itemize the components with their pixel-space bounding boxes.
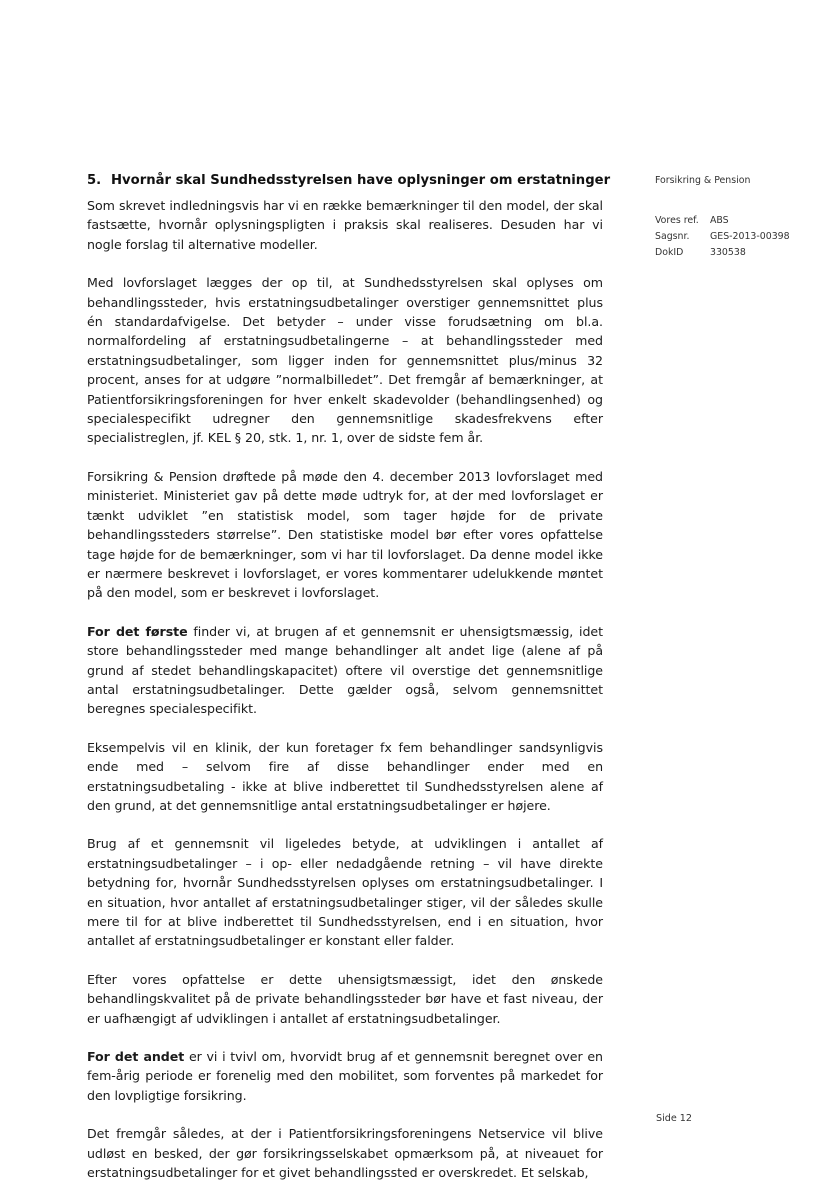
paragraph-lead: For det andet xyxy=(87,1049,185,1065)
meta-value: 330538 xyxy=(710,247,746,258)
section-number: 5. xyxy=(87,173,102,188)
paragraph-5 xyxy=(87,738,603,816)
paragraph-text: finder vi, at brugen af et gennemsnit er uhensigtsmæssig, idet store behandlingssteder med mange behandlinger alt andet lige (alene af på grund af stedet behandlingskapacitet) oftere vil overstige det gennemsnitlige antal erstatningsudbetalinger. Dette gælder også, selvom gennemsnittet beregnes specialespecifikt. xyxy=(87,623,603,717)
paragraph-text: Eksempelvis vil en klinik, der kun foretager fx fem behandlinger sandsynligvis ende med – selvom fire af disse behandlinger ender med en erstatningsudbetaling - ikke at blive indberettet til Sundhedsstyrelsen alene af den grund, at det gennemsnitlige antal erstatningsudbetalinger er højere. xyxy=(87,739,603,813)
meta-value: ABS xyxy=(710,215,729,226)
meta-row-sagsnr xyxy=(655,229,805,245)
paragraph-text: Det fremgår således, at der i Patientforsikringsforeningens Netservice vil blive udløst en besked, der gør forsikringsselskabet opmærksom på, at niveauet for erstatningsudbetalinger for et givet behandlingssted er overskredet. Et selskab, xyxy=(87,1126,603,1181)
paragraph-text: Efter vores opfattelse er dette uhensigtsmæssigt, idet den ønskede behandlingskvalitet på de private behandlingssteder bør have et fast niveau, der er uafhængigt af udviklingen i antallet af erstatningsudbetalinger. xyxy=(87,971,603,1026)
paragraph-8 xyxy=(87,1047,603,1105)
paragraph-text: Forsikring & Pension drøftede på møde den 4. december 2013 lovforslaget med ministeriet. Ministeriet gav på dette møde udtryk for, at der med lovforslaget er tænkt udviklet ”en statistisk model, som tager højde for de private behandlingssteders størrelse”. Den statistiske model bør efter vores opfattelse tage højde for de bemærkninger, som vi har til lovforslaget. Da denne model ikke er nærmere beskrevet i lovforslaget, er vores kommentarer udelukkende møntet på den model, som er beskrevet i lovforslaget. xyxy=(87,468,603,601)
paragraph-lead: For det første xyxy=(87,623,188,639)
paragraph-text: er vi i tvivl om, hvorvidt brug af et gennemsnit beregnet over en fem-årig periode er forenelig med den mobilitet, som forventes på markedet for den lovpligtige forsikring. xyxy=(87,1049,603,1103)
meta-value: GES-2013-00398 xyxy=(710,231,790,242)
meta-key: DokID xyxy=(655,247,684,258)
paragraph-6 xyxy=(87,834,603,950)
meta-row-ref xyxy=(655,213,805,229)
paragraph-4 xyxy=(87,622,603,719)
paragraph-1 xyxy=(87,196,603,254)
section-heading xyxy=(87,172,611,190)
sidebar xyxy=(655,175,805,261)
paragraph-text: Brug af et gennemsnit vil ligeledes betyde, at udviklingen i antallet af erstatningsudbetalinger – i op- eller nedadgående retning – vil have direkte betydning for, hvornår Sundhedsstyrelsen oplyses om erstatningsudbetalinger. I en situation, hvor antallet af erstatningsudbetalinger stiger, vil der således skulle mere til for at blive indberettet til Sundhedsstyrelsen, end i en situation, hvor antallet af erstatningsudbetalinger er konstant eller falder. xyxy=(87,836,603,949)
meta-key: Sagsnr. xyxy=(655,231,690,242)
paragraph-9 xyxy=(87,1124,603,1182)
paragraph-text: Som skrevet indledningsvis har vi en række bemærkninger til den model, der skal fastsætte, hvornår oplysningspligten i praksis skal realiseres. Desuden har vi nogle forslag til alternative modeller. xyxy=(87,198,603,252)
paragraph-3 xyxy=(87,467,603,603)
meta-key: Vores ref. xyxy=(655,215,699,226)
paragraph-2 xyxy=(87,273,603,448)
organization-name: Forsikring & Pension xyxy=(655,175,751,186)
section-title: Hvornår skal Sundhedsstyrelsen have oplysninger om erstatninger xyxy=(111,173,611,188)
main-content xyxy=(87,172,611,1201)
paragraph-7 xyxy=(87,970,603,1028)
paragraph-text: Med lovforslaget lægges der op til, at Sundhedsstyrelsen skal oplyses om behandlingssteder, hvis erstatningsudbetalinger overstiger gennemsnittet plus én standardafvigelse. Det betyder – under visse forudsætning om bl.a. normalfordeling af erstatningsudbetalingerne – at behandlingssteder med erstatningsudbetalinger, som ligger inden for gennemsnittet plus/minus 32 procent, anses for at udgøre ”normalbilledet”. Det fremgår af bemærkninger, at Patientforsikringsforeningen for hver enkelt skadevolder (behandlingsenhed) og specialespecifikt udregner den gennemsnitlige skadesfrekvens efter specialistreglen, jf. KEL § 20, stk. 1, nr. 1, over de sidste fem år. xyxy=(87,275,603,446)
meta-row-dokid xyxy=(655,245,805,261)
page-number: Side 12 xyxy=(656,1113,693,1124)
